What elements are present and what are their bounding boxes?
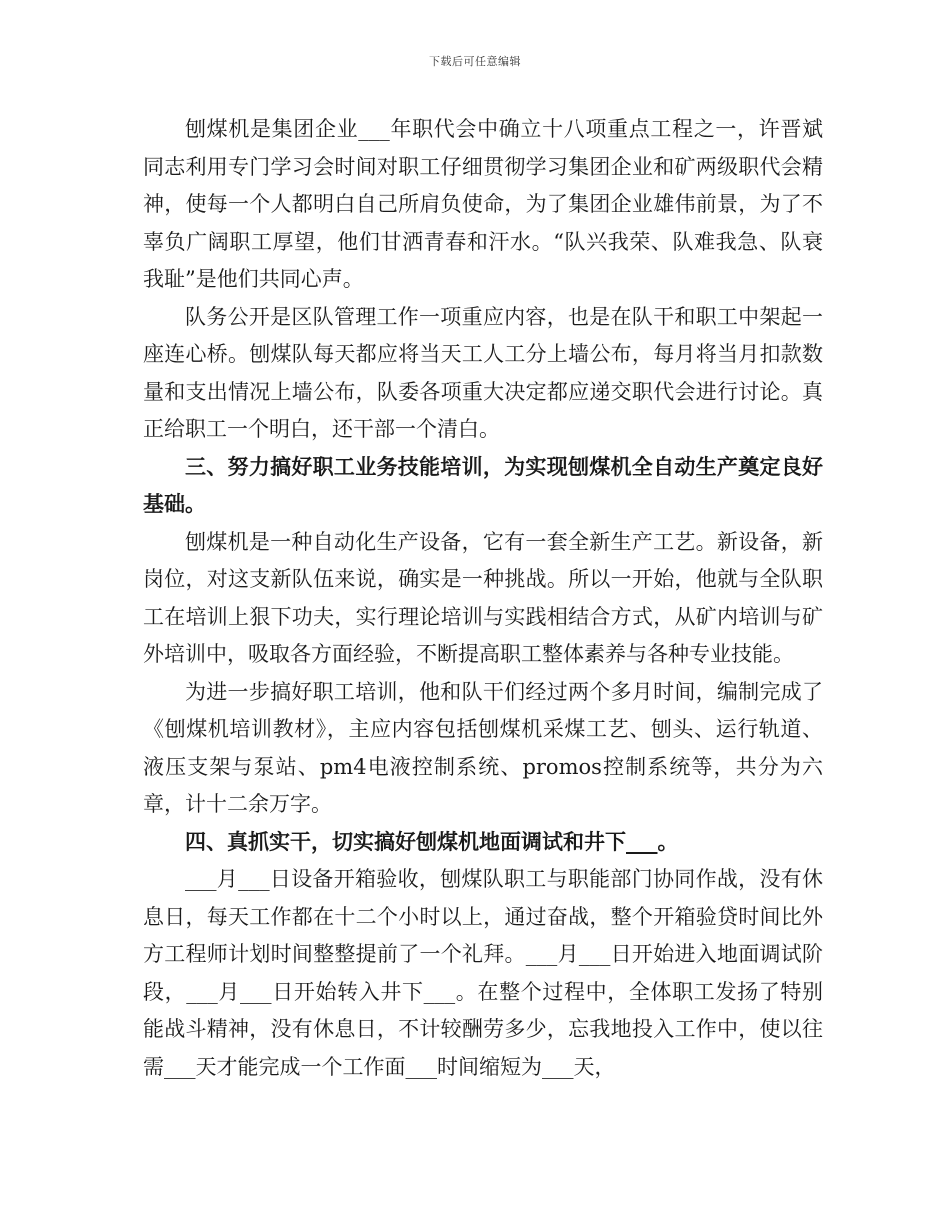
body-paragraph: ___月___日设备开箱验收，刨煤队职工与职能部门协同作战，没有休息日，每天工作都在十二个小时以上，通过奋战，整个开箱验贷时间比外方工程师计划时间整整提前了一个礼拜。___月___日开始进入地面调试阶段，___月___日开始转入井下___。在整个过程中，全体职工发扬了特别能战斗精神，没有休息日，不计较酬劳多少，忘我地投入工作中，使以往需___天才能完成一个工作面___时间缩短为___天， (143, 867, 823, 1079)
page-header: 下载后可任意编辑 (429, 55, 521, 68)
body-paragraph: 队务公开是区队管理工作一项重应内容，也是在队干和职工中架起一座连心桥。刨煤队每天都应将当天工人工分上墙公布，每月将当月扣款数量和支出情况上墙公布，队委各项重大决定都应递交职代会进行讨论。真正给职工一个明白，还干部一个清白。 (143, 304, 823, 441)
document-body (143, 111, 823, 1086)
section-heading: 三、努力搞好职工业务技能培训，为实现刨煤机全自动生产奠定良好基础。 (143, 454, 823, 516)
body-paragraph: 为进一步搞好职工培训，他和队干们经过两个多月时间，编制完成了《刨煤机培训教材》，主应内容包括刨煤机采煤工艺、刨头、运行轨道、液压支架与泵站、pm4电液控制系统、promos控制系统等，共分为六章，计十二余万字。 (143, 679, 823, 816)
body-paragraph: 刨煤机是一种自动化生产设备，它有一套全新生产工艺。新设备，新岗位，对这支新队伍来说，确实是一种挑战。所以一开始，他就与全队职工在培训上狠下功夫，实行理论培训与实践相结合方式，从矿内培训与矿外培训中，吸取各方面经验，不断提高职工整体素养与各种专业技能。 (143, 529, 823, 666)
body-paragraph: 刨煤机是集团企业___年职代会中确立十八项重点工程之一，许晋斌同志利用专门学习会时间对职工仔细贯彻学习集团企业和矿两级职代会精神，使每一个人都明白自己所肩负使命，为了集团企业雄伟前景，为了不辜负广阔职工厚望，他们甘洒青春和汗水。“队兴我荣、队难我急、队衰我耻”是他们共同心声。 (143, 117, 823, 291)
section-heading: 四、真抓实干，切实搞好刨煤机地面调试和井下___。 (185, 829, 679, 854)
